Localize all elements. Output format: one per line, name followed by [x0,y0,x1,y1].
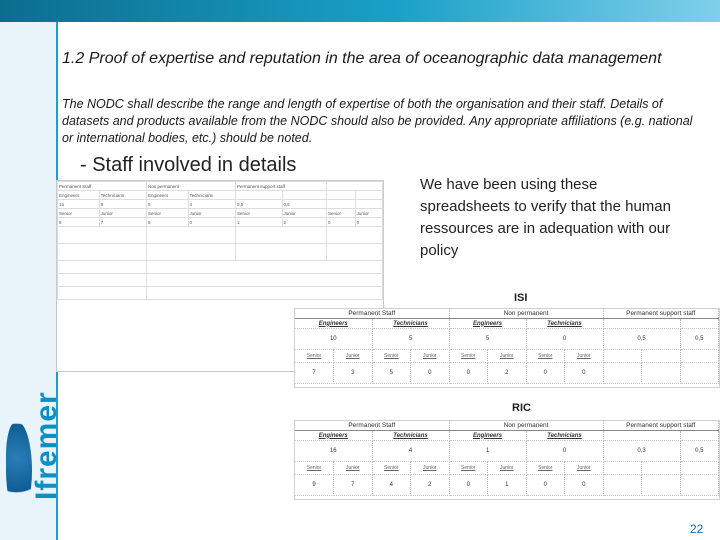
level-count: 0 [565,475,604,496]
group-header: Permanent Staff [295,421,449,431]
staff-count: 4 [372,441,449,462]
thumb-detail: 2 [282,218,326,227]
slide-title: 1.2 Proof of expertise and reputation in the area of oceanographic data management [62,50,662,67]
thumb-detail: 9 [58,218,100,227]
slide-description: The NODC shall describe the range and length of expertise of both the organisation and their staff. Details of datasets and products available from the NODC should also be provided. Any appropriate affiliations (e.g. national or international bodies, etc.) should be noted. [62,97,693,145]
level-label: Junior [334,462,373,475]
level-label: Senior [449,350,488,363]
group-header: Non permanent [449,309,603,319]
level-label: Junior [565,350,604,363]
sub-header: Engineers [295,431,372,441]
level-label: Senior [372,350,411,363]
thumb-sub: Engineers [58,191,100,200]
level-count: 4 [372,475,411,496]
thumb-number: 9 [99,200,146,209]
staff-count: 5 [372,329,449,350]
level-count: 0 [449,363,488,384]
thumb-level: Senior [235,209,282,218]
logo-mark-icon [6,422,32,512]
thumb-sub: Technicians [188,191,235,200]
level-count: 2 [488,363,527,384]
thumb-sub: Technicians [99,191,146,200]
level-count: 0 [565,363,604,384]
sub-header: Technicians [526,431,603,441]
brand-logo: Ifremer [30,391,63,500]
thumb-detail: 0 [355,218,382,227]
staff-count: 5 [449,329,526,350]
thumb-detail: 5 [146,218,188,227]
thumb-group: Permanent Staff [58,182,147,191]
level-label: Junior [411,350,450,363]
level-count: 0 [526,363,565,384]
thumb-group: Non permanent [146,182,235,191]
thumb-level: Junior [188,209,235,218]
level-label: Senior [526,462,565,475]
group-header: Permanent Staff [295,309,449,319]
staff-count: 0,5 [680,329,719,350]
thumb-sub: Engineers [146,191,188,200]
thumb-level: Junior [99,209,146,218]
thumb-level: Senior [327,209,356,218]
sub-header: Engineers [449,319,526,329]
group-header: Non permanent [449,421,603,431]
level-count: 0 [411,363,450,384]
level-count: 5 [372,363,411,384]
thumb-detail: 1 [235,218,282,227]
thumb-number: 4 [188,200,235,209]
bullet-staff: - Staff involved in details [80,154,297,176]
group-header: Permanent support staff [603,309,719,319]
staff-count: 1 [449,441,526,462]
thumb-number: 15 [58,200,100,209]
level-count: 9 [295,475,334,496]
staff-count: 16 [295,441,372,462]
level-label: Senior [295,350,334,363]
thumb-detail: 0 [188,218,235,227]
thumb-group: Permanent support staff [235,182,326,191]
thumb-detail: 0 [327,218,356,227]
level-count: 0 [526,475,565,496]
thumb-level: Junior [282,209,326,218]
staff-count: 0 [526,329,603,350]
thumb-number: 0,5 [235,200,282,209]
isi-spreadsheet [294,308,720,388]
level-count: 2 [411,475,450,496]
level-label: Senior [372,462,411,475]
sub-header: Technicians [372,319,449,329]
staff-count: 0,5 [603,329,680,350]
level-count: 7 [295,363,334,384]
group-header: Permanent support staff [603,421,719,431]
thumb-level: Senior [58,209,100,218]
sheet-label-isi: ISI [514,292,528,304]
thumb-detail: 7 [99,218,146,227]
staff-count: 0,3 [603,441,680,462]
staff-count: 10 [295,329,372,350]
level-label: Senior [449,462,488,475]
level-count: 1 [488,475,527,496]
page-number: 22 [690,522,704,536]
level-label: Junior [334,350,373,363]
level-count: 7 [334,475,373,496]
level-count: 0 [449,475,488,496]
ric-spreadsheet [294,420,720,500]
sub-header: Technicians [526,319,603,329]
level-label: Junior [488,350,527,363]
level-label: Junior [565,462,604,475]
sub-header: Engineers [449,431,526,441]
policy-note: We have been using these spreadsheets to verify that the human ressources are in adequation with our policy [420,176,671,259]
staff-count: 0,5 [680,441,719,462]
thumb-level: Senior [146,209,188,218]
sub-header: Engineers [295,319,372,329]
thumb-level: Junior [355,209,382,218]
sheet-label-ric: RIC [512,402,531,414]
level-label: Senior [295,462,334,475]
level-count: 3 [334,363,373,384]
level-label: Senior [526,350,565,363]
level-label: Junior [488,462,527,475]
thumb-number: 0,5 [282,200,326,209]
top-accent-bar [0,0,720,22]
thumb-number: 5 [146,200,188,209]
sub-header: Technicians [372,431,449,441]
staff-count: 0 [526,441,603,462]
level-label: Junior [411,462,450,475]
